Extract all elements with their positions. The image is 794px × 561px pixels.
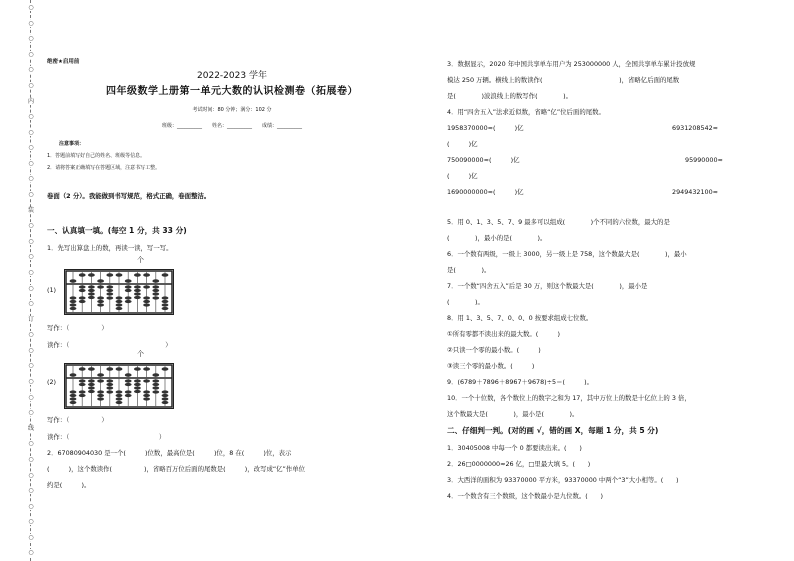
- binding-char: ○: [28, 518, 34, 526]
- binding-char: ○: [28, 35, 34, 43]
- write-answer-2: 写作：（ ）: [47, 416, 108, 424]
- binding-char: ○: [28, 50, 34, 58]
- binding-char: ○: [28, 81, 34, 89]
- question-4-d: 95990000≈: [685, 156, 723, 164]
- read-answer-2: 读作：（ ）: [47, 433, 166, 441]
- question-8-2: ②只读一个零的最小数。( ): [447, 346, 541, 354]
- judge-3: 3．大西洋的面积为 93370000 平方米，93370000 中两个“3”大小相等。( ): [447, 476, 679, 484]
- binding-char: ○: [28, 19, 34, 27]
- binding-char: 线: [27, 424, 34, 432]
- abacus-2-drawing: [65, 364, 173, 408]
- judge-1: 1．30405008 中每一个 0 都要读出来。( ): [447, 444, 582, 452]
- question-3-line-1: 3．数据显示，2020 年中国共享单车用户为 253000000 人，全国共享单车累计投放规: [447, 60, 696, 68]
- binding-char: ○: [28, 533, 34, 541]
- question-6-line-1: 6．一个数有两级，一级上 3000，另一级上是 758，这个数最大是( )，最小: [447, 250, 687, 258]
- abacus-1-drawing: [65, 270, 173, 314]
- question-5-line-2: ( )，最小的是( )。: [447, 234, 547, 242]
- binding-char: ○: [28, 393, 34, 401]
- question-7-line-2: ( )。: [447, 298, 484, 306]
- binding-char: ○: [28, 237, 34, 245]
- binding-char: ○: [28, 222, 34, 230]
- question-8: 8．用 1、3、5、7、0、0、0 按要求组成七位数。: [447, 314, 593, 322]
- read-answer-1: 读作：（ ）: [47, 341, 172, 349]
- binding-char: 内: [27, 97, 34, 105]
- binding-char: ○: [28, 346, 34, 354]
- binding-char: ○: [28, 378, 34, 385]
- binding-char: ○: [28, 4, 34, 11]
- binding-char: ○: [28, 471, 34, 479]
- question-7-line-1: 7．一个数“四舍五入”后是 30 万，则这个数最大是( )，最小是: [447, 282, 648, 290]
- judge-4: 4．一个数含有三个数级，这个数最小是九位数。( ): [447, 492, 604, 500]
- binding-char: ○: [28, 487, 34, 495]
- binding-char: ○: [28, 253, 34, 261]
- student-fields: 班级：__________ 姓名：__________ 成绩：__________: [161, 123, 302, 129]
- question-4-b-answer: ( )亿: [447, 140, 478, 148]
- secret-label: 绝密★启用前: [47, 59, 80, 65]
- question-4-b: 6931208542≈: [672, 124, 719, 132]
- writing-note: 卷面（2 分）。我能做到书写规范，格式正确，卷面整洁。: [47, 192, 211, 200]
- binding-char: ○: [28, 113, 34, 121]
- binding-char: ○: [28, 175, 34, 183]
- abacus-2-label: (2): [47, 378, 57, 386]
- question-4-a: 1958370000≈( )亿: [447, 124, 524, 132]
- binding-char: 装: [27, 206, 34, 214]
- binding-char: ○: [28, 300, 34, 308]
- question-2-line-3: 约是( )。: [47, 481, 91, 489]
- arrow-label-1: 个: [137, 256, 144, 264]
- binding-char: ○: [28, 409, 34, 417]
- section-heading-judge: 二、仔细判一判。(对的画 √，错的画 X，每题 1 分，共 5 分): [447, 426, 659, 435]
- question-8-1: ①所有零都不读出来的最大数。( ): [447, 330, 560, 338]
- question-5-line-1: 5．用 0、1、3、5、7、9 最多可以组成( )个不同的六位数，最大的是: [447, 218, 670, 226]
- abacus-1-label: (1): [47, 286, 57, 294]
- question-10-line-1: 10．一个十位数，各个数位上的数字之和为 17，其中万位上的数是十亿位上的 3 倍，: [447, 394, 691, 402]
- question-4-e: 1690000000≈( )亿: [447, 188, 524, 196]
- binding-char: ○: [28, 284, 34, 292]
- question-3-line-3: 是( )波浪线上的数写作( )。: [447, 92, 573, 100]
- question-9: 9．(6789＋7896＋8967＋9678)÷5＝( )。: [447, 378, 594, 386]
- binding-char: 订: [27, 315, 34, 323]
- binding-char: ○: [28, 191, 34, 198]
- question-4-f: 2949432100≈: [672, 188, 719, 196]
- exam-info: 考试时间：80 分钟；满分：102 分: [192, 107, 272, 113]
- binding-char: ○: [28, 268, 34, 276]
- binding-char: ○: [28, 549, 34, 557]
- question-3-line-2: 模达 250 万辆。横线上的数读作( )，省略亿后面的尾数: [447, 76, 680, 84]
- binding-char: ○: [28, 128, 34, 136]
- arrow-label-2: 个: [137, 350, 144, 358]
- page-title: 四年级数学上册第一单元大数的认识检测卷（拓展卷）: [106, 86, 358, 97]
- binding-char: ○: [28, 66, 34, 74]
- notice-title: 注意事项：: [59, 141, 85, 147]
- write-answer-1: 写作：（ ）: [47, 324, 108, 332]
- notice-1: 1．答题前填写好自己的姓名、班级等信息。: [47, 153, 146, 159]
- question-4-d-answer: ( )亿: [447, 172, 478, 180]
- question-6-line-2: 是( )。: [447, 266, 491, 274]
- binding-char: ○: [28, 144, 34, 152]
- question-2-line-2: ( )，这个数读作( )，省略百万位后面的尾数是( )，改写成“亿”作单位: [47, 465, 306, 473]
- binding-char: ○: [28, 502, 34, 510]
- question-4: 4．用“四舍五入”法求近似数，省略“亿”位后面的尾数。: [447, 108, 605, 116]
- question-2-line-1: 2．67080904030 是一个( )位数，最高位是( )位，8 在( )位，表示: [47, 449, 292, 457]
- question-10-line-2: 这个数最大是( )，最小是( )。: [447, 410, 579, 418]
- notice-2: 2．请将答案正确填写在答题区域，注意书写工整。: [47, 165, 161, 171]
- binding-char: ○: [28, 331, 34, 339]
- binding-char: ○: [28, 455, 34, 463]
- question-1: 1．先写出算盘上的数，再读一读，写一写。: [47, 244, 173, 252]
- binding-char: ○: [28, 440, 34, 448]
- question-4-c: 750090000≈( )亿: [447, 156, 520, 164]
- section-heading-fill: 一、认真填一填。(每空 1 分，共 33 分): [47, 226, 187, 235]
- school-year: 2022-2023 学年: [197, 71, 267, 81]
- question-8-3: ③读三个零的最小数。( ): [447, 362, 535, 370]
- abacus-1: [64, 269, 174, 315]
- judge-2: 2．26□0000000≈26 亿，□里最大填 5。( ): [447, 460, 591, 468]
- binding-char: ○: [28, 159, 34, 167]
- binding-char: ○: [28, 362, 34, 370]
- abacus-2: [64, 363, 174, 409]
